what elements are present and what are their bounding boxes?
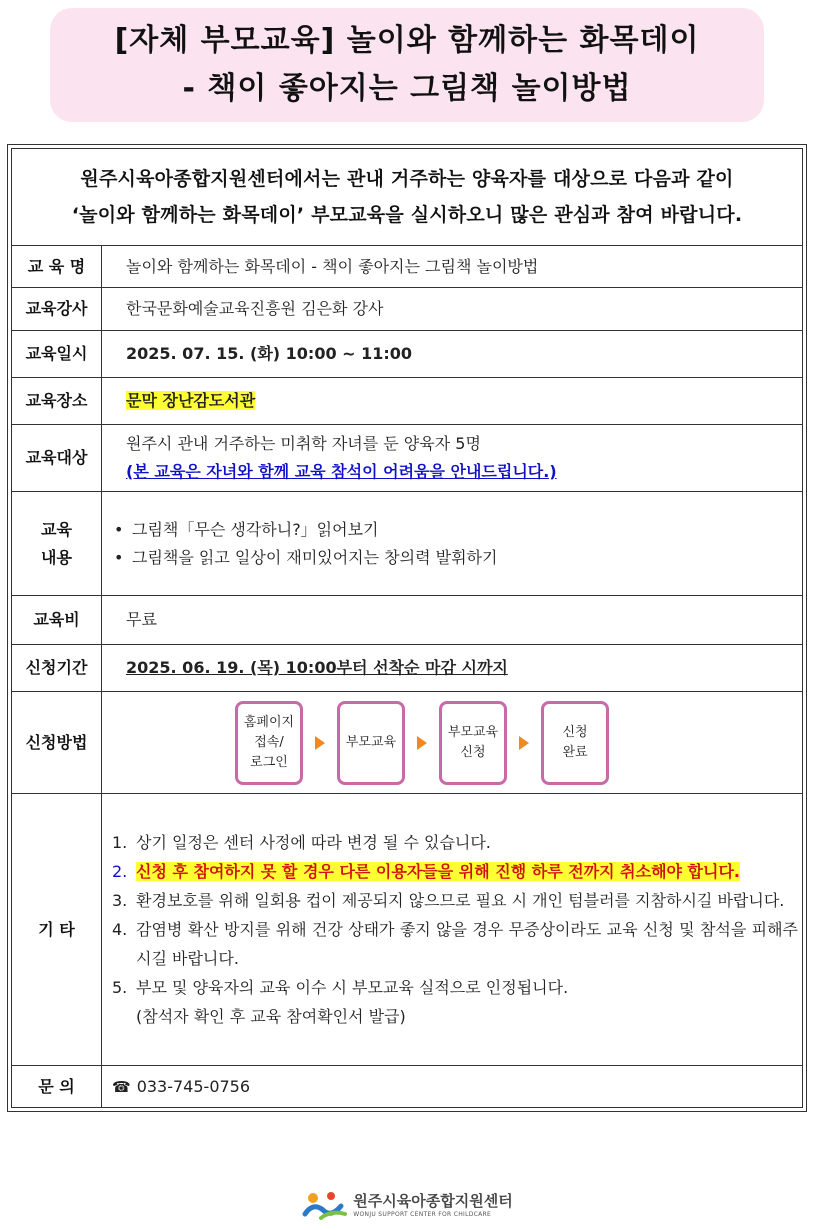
step-parent-edu: 부모교육 — [337, 701, 405, 785]
list-item: • 그림책을 읽고 일상이 재미있어지는 창의력 발휘하기 — [114, 547, 498, 567]
value-name-text: 놀이와 함께하는 화목데이 - 책이 좋아지는 그림책 놀이방법 — [126, 256, 539, 276]
value-target-text: 원주시 관내 거주하는 미취학 자녀를 둔 양육자 5명 — [126, 434, 481, 453]
note-item-cancel — [112, 857, 798, 886]
value-method — [102, 692, 802, 793]
arrow-right-icon — [519, 736, 529, 750]
center-name: 원주시육아종합지원센터 — [353, 1191, 513, 1210]
center-name-en: WONJU SUPPORT CENTER FOR CHILDCARE — [353, 1210, 492, 1218]
row-place — [12, 378, 802, 425]
note-text: 상기 일정은 센터 사정에 따라 변경 될 수 있습니다. — [136, 833, 491, 852]
note-num: 4. — [112, 920, 128, 939]
value-contact — [102, 1066, 802, 1107]
value-instructor-text: 한국문화예술교육진흥원 김은화 강사 — [126, 299, 384, 318]
label-method: 신청방법 — [12, 692, 102, 793]
label-contact: 문 의 — [12, 1066, 102, 1107]
value-period — [102, 645, 802, 691]
value-instructor — [102, 288, 802, 330]
note-num — [112, 1002, 136, 1031]
content-item-1: 그림책「무슨 생각하니?」읽어보기 — [132, 519, 379, 539]
label-etc: 기 타 — [12, 794, 102, 1065]
note-num: 2. — [112, 862, 128, 881]
label-date: 교육일시 — [12, 331, 102, 377]
apply-flow — [102, 701, 802, 785]
arrow-right-icon — [315, 736, 325, 750]
row-fee — [12, 596, 802, 645]
value-place — [102, 378, 802, 424]
note-text-cancel: 신청 후 참여하지 못 할 경우 다른 이용자들을 위해 진행 하루 전까지 취소해야 합니다. — [136, 862, 740, 881]
row-etc — [12, 794, 802, 1066]
target-notice: (본 교육은 자녀와 함께 교육 참석이 어려움을 안내드립니다.) — [126, 462, 557, 481]
label-place: 교육장소 — [12, 378, 102, 424]
step-complete: 신청 완료 — [541, 701, 609, 785]
content-item-2: 그림책을 읽고 일상이 재미있어지는 창의력 발휘하기 — [132, 547, 498, 567]
value-date-text: 2025. 07. 15. (화) 10:00 ~ 11:00 — [126, 344, 413, 363]
value-content — [102, 492, 802, 595]
content-list — [112, 516, 802, 572]
row-name — [12, 246, 802, 288]
note-num: 5. — [112, 978, 128, 997]
row-content — [12, 492, 802, 596]
label-period: 신청기간 — [12, 645, 102, 691]
label-fee: 교육비 — [12, 596, 102, 644]
note-text: 부모 및 양육자의 교육 이수 시 부모교육 실적으로 인정됩니다. — [136, 978, 569, 997]
value-fee-text: 무료 — [126, 610, 157, 629]
info-table — [11, 148, 803, 1108]
value-fee — [102, 596, 802, 644]
label-name: 교 육 명 — [12, 246, 102, 287]
row-method — [12, 692, 802, 794]
value-target — [102, 425, 802, 491]
value-period-text: 2025. 06. 19. (목) 10:00부터 선착순 마감 시까지 — [126, 658, 508, 677]
intro-line-2: ‘놀이와 함께하는 화목데이’ 부모교육을 실시하오니 많은 관심과 참여 바랍니다. — [71, 204, 743, 226]
label-target: 교육대상 — [12, 425, 102, 491]
value-date — [102, 331, 802, 377]
label-content: 교육 내용 — [12, 492, 102, 595]
step-login: 홈페이지 접속/ 로그인 — [235, 701, 303, 785]
row-target — [12, 425, 802, 492]
step-apply: 부모교육 신청 — [439, 701, 507, 785]
center-logo-icon — [301, 1188, 349, 1222]
intro-line-1: 원주시육아종합지원센터에서는 관내 거주하는 양육자를 대상으로 다음과 같이 — [80, 168, 734, 190]
contact-phone: 033-745-0756 — [136, 1076, 251, 1096]
title-line-1: [자체 부모교육] 놀이와 함께하는 화목데이 — [114, 23, 700, 58]
value-place-text: 문막 장난감도서관 — [126, 391, 256, 410]
arrow-right-icon — [417, 736, 427, 750]
row-date — [12, 331, 802, 378]
info-table-frame — [7, 144, 807, 1112]
note-num: 1. — [112, 833, 128, 852]
note-item — [112, 973, 798, 1002]
value-name — [102, 246, 802, 287]
note-text: 감염병 확산 방지를 위해 건강 상태가 좋지 않을 경우 무증상이라도 교육 신청 및 참석을 피해주시길 바랍니다. — [136, 920, 798, 968]
row-instructor — [12, 288, 802, 331]
footer-logo — [0, 1188, 814, 1222]
intro-section — [12, 149, 802, 246]
note-item — [112, 828, 798, 857]
title-line-2: - 책이 좋아지는 그림책 놀이방법 — [182, 71, 632, 106]
list-item: • 그림책「무슨 생각하니?」읽어보기 — [114, 519, 379, 539]
row-period — [12, 645, 802, 692]
row-contact — [12, 1066, 802, 1107]
note-item — [112, 915, 798, 973]
value-etc — [102, 794, 802, 1065]
note-text: 환경보호를 위해 일회용 컵이 제공되지 않으므로 필요 시 개인 텀블러를 지참하시길 바랍니다. — [136, 891, 785, 910]
note-item — [112, 886, 798, 915]
title-banner — [50, 8, 764, 122]
label-instructor: 교육강사 — [12, 288, 102, 330]
note-item — [112, 1002, 798, 1031]
note-text: (참석자 확인 후 교육 참여확인서 발급) — [136, 1007, 406, 1026]
logo-text — [353, 1192, 512, 1219]
phone-icon: ☎ — [112, 1077, 131, 1096]
note-num: 3. — [112, 891, 128, 910]
